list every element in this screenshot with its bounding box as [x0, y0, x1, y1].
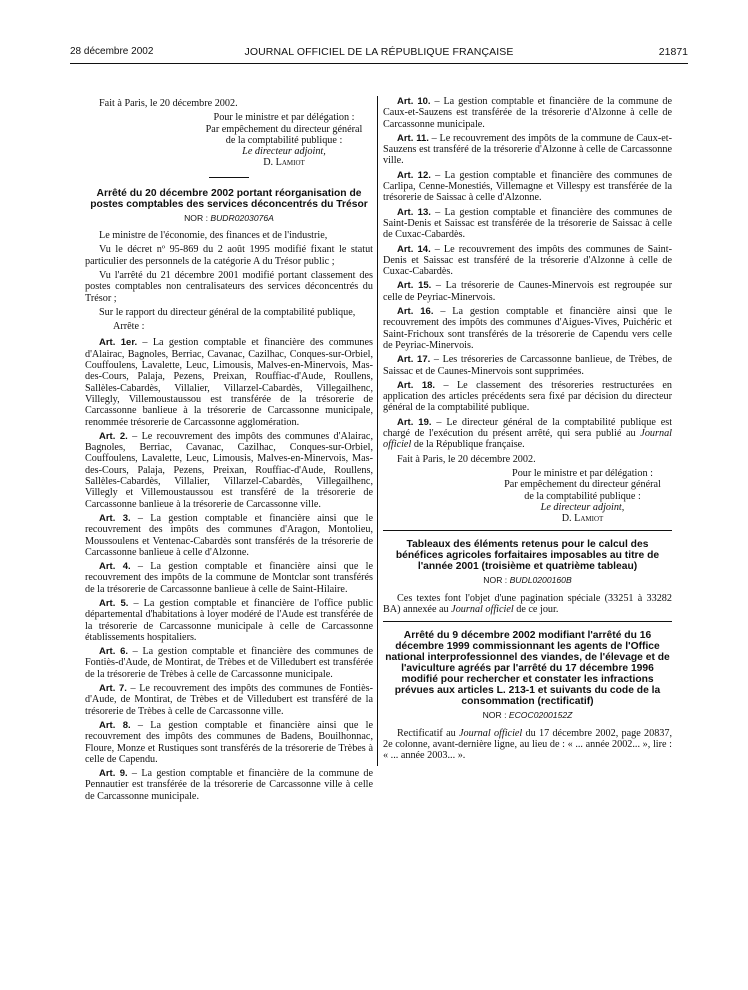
nor-reference — [85, 213, 373, 224]
article-text: Les trésoreries de Carcassonne banlieue, de Trèbes, de Saissac et de Caunes-Minervois sont supprimées. — [383, 354, 672, 377]
section-separator — [209, 177, 249, 178]
article-text: Le recouvrement des impôts des communes de Fontiès-d'Aude, de Montirat, de Trèbes et de Villedubert est transféré de la trésorerie de Trèbes à celle de Carcassonne ville. — [85, 683, 373, 717]
article-paragraph — [383, 170, 672, 204]
article-paragraph — [85, 683, 373, 717]
article-paragraph — [85, 513, 373, 558]
article-text: Le classement des trésoreries restructurées en application des articles précédents sera fixé par décision du directeur général de la comptabilité publique. — [383, 379, 672, 414]
article-label: Art. 10. — [397, 96, 431, 107]
rectificatif-text — [383, 728, 672, 762]
signature-block — [493, 468, 672, 524]
article-paragraph — [85, 431, 373, 510]
intro-line: Vu le décret nº 95-869 du 2 août 1995 modifié fixant le statut particulier des personnels de la catégorie A du Trésor public ; — [85, 244, 373, 267]
article-label: Art. 13. — [397, 206, 431, 218]
header-rule — [70, 63, 688, 64]
rectificatif-text-part: du 17 décembre 2002, page 20837, 2e colonne, avant-dernière ligne, au lieu de : « ... année 2002... », lire : « ... année 2003... ». — [383, 727, 673, 762]
article-text: La gestion comptable et financière des communes de Saint-Denis et Saissac est transférée de la trésorerie de Saissac à celle de Cuxac-Cabardès. — [383, 206, 673, 241]
nor-label: NOR : — [184, 212, 208, 223]
signature-role: Le directeur adjoint, — [242, 146, 326, 158]
nor-code: BUDL0200160B — [509, 575, 572, 586]
article-dash: – — [428, 132, 440, 144]
article-text: Le directeur général de la comptabilité publique est chargé de l'exécution du présent arrêté, qui sera publié au — [383, 416, 673, 440]
arrete-word: Arrête : — [113, 321, 145, 333]
article-paragraph — [383, 380, 672, 414]
signature-date: Fait à Paris, le 20 décembre 2002. — [99, 98, 238, 109]
article-paragraph — [383, 96, 672, 130]
article-label: Art. 15. — [397, 280, 432, 292]
signature-line: Pour le ministre et par délégation : — [213, 112, 355, 124]
article-dash: – — [435, 379, 457, 391]
signature-line: de la comptabilité publique : — [225, 134, 343, 146]
article-label: Art. 16. — [397, 306, 434, 318]
nor-code: ECOC0200152Z — [508, 710, 573, 721]
article-dash: – — [430, 206, 445, 218]
header-date: 28 décembre 2002 — [70, 46, 154, 57]
article-label: Art. 9. — [99, 768, 128, 780]
article-text: La trésorerie de Caunes-Minervois est regroupée sur celle de Peyriac-Minervois. — [383, 280, 673, 303]
article-label: Art. 5. — [99, 597, 129, 609]
article-dash: – — [126, 683, 140, 695]
article-label: Art. 19. — [397, 416, 432, 428]
intro-line: Sur le rapport du directeur général de la comptabilité publique, — [99, 306, 356, 318]
section-separator — [383, 621, 672, 622]
article-dash: – — [431, 280, 446, 292]
article-paragraph — [85, 598, 373, 643]
article-paragraph — [85, 561, 373, 595]
article-paragraph — [383, 207, 672, 241]
rectificatif-text-part: Rectificatif au — [397, 727, 456, 739]
article-text: La gestion comptable et financière des communes de Fontiès-d'Aude, de Montirat, de Trèbes et de Villedubert est transférée de la trésorerie de Trèbes à celle de Carcassonne municipale. — [85, 646, 373, 680]
nor-label: NOR : — [482, 710, 507, 721]
article-text: Le recouvrement des impôts de la commune de Caux-et-Sauzens est transféré de la trésorerie d'Alzonne à celle de Carcassonne ville. — [383, 132, 672, 167]
nor-reference — [383, 575, 672, 586]
article-paragraph: Art. 19. – Le directeur général de la comptabilité publique est chargé de l'exécution du présent arrêté, qui sera publié au Journal officiel de la République française. — [383, 416, 673, 451]
article-label: Art. 14. — [397, 243, 431, 255]
article-paragraph — [85, 720, 373, 765]
article-label: Art. 12. — [397, 169, 431, 181]
article-text: La gestion comptable et financière de l'office public départemental d'habitations à loyer modéré de l'Aude est transférée de la trésorerie de Carcassonne municipale à celle de Carcassonne établissements hospitaliers. — [85, 597, 373, 643]
article-paragraph — [383, 306, 672, 351]
right-column — [383, 96, 672, 764]
journal-name: Journal officiel — [451, 603, 514, 615]
article-label: Art. 17. — [397, 354, 431, 366]
nor-label: NOR : — [483, 575, 508, 586]
article-dash: – — [430, 243, 444, 255]
article-label: Art. 6. — [99, 646, 129, 658]
page-header — [70, 46, 688, 62]
article-text: La gestion comptable et financière de la commune de Caux-et-Sauzens est transférée de la trésorerie d'Alzonne à celle de Carcassonne municipale. — [383, 96, 672, 130]
intro-line: Le ministre de l'économie, des finances et de l'industrie, — [99, 230, 328, 242]
article-dash: – — [127, 430, 142, 442]
article-paragraph — [85, 337, 373, 427]
article-dash: – — [130, 512, 151, 524]
article-text: La gestion comptable et financière des communes d'Alairac, Bagnoles, Berriac, Cavanac, Cazilhac, Conques-sur-Orbiel, Couffoulens, Lavalette, Leuc, Limousis, Malves-en-Minervois, Mas-des-Cours, Palaja, Pezens, Preixan, Rouffiac-d'Aude, Roullens, Sallèles-Cabardès, Villalier, Villarzel-Cabardès, Villegailhenc, Villegly, Villemoustaussou est transférée de la trésorerie de Carcassonne banlieue à la trésorerie de Carcassonne municipale, renommée trésorerie de Carcassonne agglomération. — [85, 337, 373, 428]
header-page-number: 21871 — [658, 46, 688, 58]
tableaux-text-part: de ce jour. — [516, 603, 559, 615]
article-text: La gestion comptable et financière ainsi que le recouvrement des impôts des communes d'Aigues-Vives, Puichéric et Saint-Frichoux sont transférés de la trésorerie de Capendu vers celle de Peyriac-Minervois. — [383, 306, 673, 351]
signature-line: de la comptabilité publique : — [524, 490, 641, 502]
article-dash: – — [430, 169, 445, 181]
article-paragraph — [383, 244, 672, 278]
arrete-title: Arrêté du 9 décembre 2002 modifiant l'arrêté du 16 décembre 1999 commissionnant les agents de l'Office national interprofessionnel des viandes, de l'élevage et de l'aviculture agréés par l'arrêté du 17 décembre 1996 modifié pour rechercher et constater les infractions prévues aux articles L. 213-1 et suivants du code de la consommation (rectificatif) — [385, 630, 670, 708]
signature-block — [195, 112, 373, 168]
left-articles — [85, 337, 373, 802]
article-text: La gestion comptable et financière ainsi que le recouvrement des impôts des communes de Badens, Bouilhonnac, Floure, Monze et Rustiques sont transférés de la trésorerie de Trèbes à celle de Capendu. — [85, 719, 374, 765]
article-text: Le recouvrement des impôts des communes d'Alairac, Bagnoles, Berriac, Cavanac, Cazilhac, Conques-sur-Orbiel, Couffoulens, Lavalette, Leuc, Limousis, Malves-en-Minervois, Mas-des-Cours, Palaja, Pezens, Preixan, Rouffiac-d'Aude, Roullens, Sallèles-Cabardès, Villalier, Villarzel-Cabardès, Villegailhenc, Villegly et Villemoustaussou est transféré de la trésorerie de Carcassonne banlieue à la trésorerie de Carcassonne ville. — [85, 430, 373, 510]
article-label: Art. 18. — [397, 379, 436, 391]
article-paragraph — [383, 280, 672, 303]
article-text: de la République française. — [413, 439, 525, 451]
tableaux-text — [383, 593, 672, 616]
right-articles — [383, 96, 672, 414]
article-dash: – — [130, 719, 151, 731]
article-dash: – — [430, 354, 443, 366]
article-label: Art. 2. — [99, 430, 128, 442]
article-text: Le recouvrement des impôts des communes de Saint-Denis et Saissac est transféré de la trésorerie d'Alzonne à celle de Cuxac-Cabardès. — [383, 243, 673, 278]
article-dash: – — [137, 337, 153, 349]
article-label: Art. 11. — [397, 132, 429, 144]
section-separator — [383, 530, 672, 531]
column-divider — [377, 96, 378, 766]
article-label: Art. 1er. — [99, 337, 138, 349]
article-dash: – — [433, 306, 453, 318]
tableaux-text-part: Ces textes font l'objet d'une pagination spéciale (33251 à 33282 BA) annexée au — [383, 592, 672, 615]
article-text: La gestion comptable et financière ainsi que le recouvrement des impôts de la commune de Montclar sont transférés de la trésorerie de Carcassonne banlieue à celle de Saint-Hilaire. — [85, 561, 374, 595]
article-paragraph — [85, 646, 373, 680]
arrete-title: Arrêté du 20 décembre 2002 portant réorganisation de postes comptables des services déconcentrés du Trésor — [90, 187, 368, 210]
article-label: Art. 8. — [99, 719, 131, 731]
article-text: La gestion comptable et financière ainsi que le recouvrement des impôts des communes d'Aragon, Montolieu, Moussoulens et Ventenac-Cabardès sont transférés de la trésorerie de Carcassonne banlieue à celle d'Alzonne. — [85, 512, 374, 558]
signature-name: D. Lamiot — [561, 513, 604, 525]
signature-role: Le directeur adjoint, — [540, 501, 625, 513]
article-label: Art. 7. — [99, 683, 127, 695]
signature-date: Fait à Paris, le 20 décembre 2002. — [397, 453, 536, 465]
signature-line: Pour le ministre et par délégation : — [512, 467, 653, 479]
article-label: Art. 4. — [99, 561, 131, 573]
article-paragraph — [85, 768, 373, 802]
nor-reference — [383, 710, 672, 721]
article-dash: – — [430, 96, 444, 107]
signature-line: Par empêchement du directeur général — [205, 123, 363, 135]
intro-line: Vu l'arrêté du 21 décembre 2001 modifié portant classement des postes comptables non centralisateurs des services déconcentrés du Trésor ; — [85, 269, 373, 304]
tableaux-title: Tableaux des éléments retenus pour le calcul des bénéfices agricoles forfaitaires imposables au titre de l'année 2001 (troisième et quatrième tableau) — [395, 539, 660, 573]
journal-name: Journal officiel — [459, 727, 523, 739]
journal-name: Journal officiel — [383, 428, 672, 451]
nor-code: BUDR0203076A — [210, 212, 274, 223]
article-text: La gestion comptable et financière des communes de Carlipa, Cenne-Monestiés, Villemagne et Villespy est transférée de la trésorerie de Saissac à celle d'Alzonne. — [383, 169, 673, 204]
signature-line: Par empêchement du directeur général — [504, 479, 661, 491]
left-column — [85, 96, 373, 805]
article-paragraph — [383, 133, 672, 167]
header-title: JOURNAL OFFICIEL DE LA RÉPUBLIQUE FRANÇAISE — [244, 46, 514, 58]
article-paragraph — [383, 354, 672, 377]
article-label: Art. 3. — [99, 512, 131, 524]
article-text: La gestion comptable et financière de la commune de Pennautier est transférée de la trésorerie de Carcassonne ville à celle de Carcassonne municipale. — [85, 768, 373, 802]
signature-name: D. Lamiot — [263, 157, 305, 169]
article-dash: – — [127, 768, 142, 780]
article-dash: – — [128, 646, 143, 658]
article-dash: – — [130, 561, 151, 573]
article-dash: – — [128, 597, 144, 609]
